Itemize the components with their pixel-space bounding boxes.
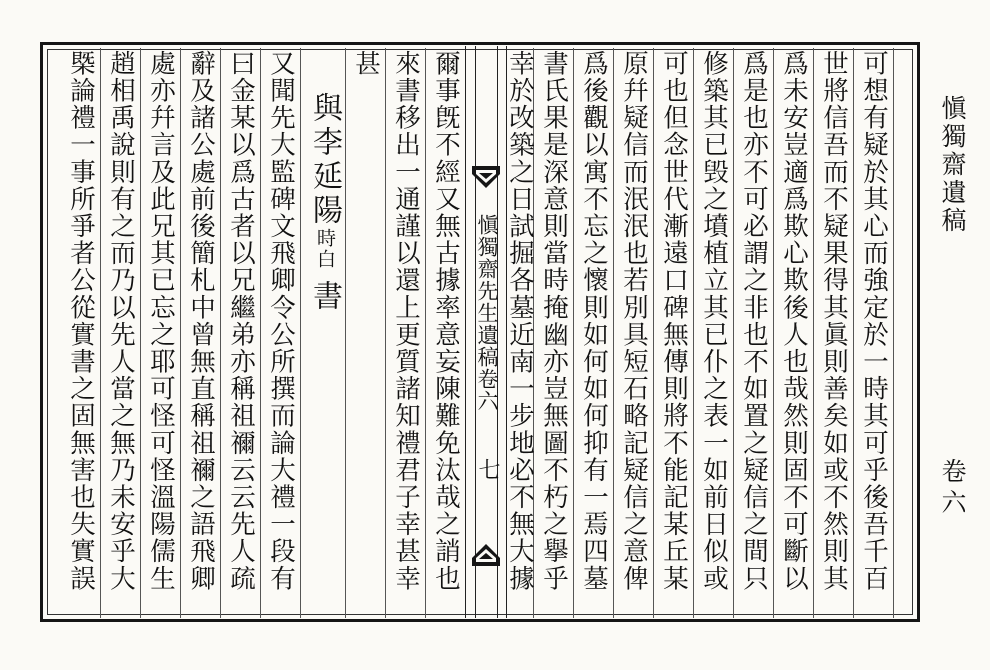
text-column: 可也但念世代漸遠口碑無傳則將不能記某丘某 (659, 50, 689, 592)
letter-heading: 與李延陽 (307, 92, 342, 228)
column-rule (853, 48, 854, 618)
fold-book-title: 愼獨齋先生遺稿卷六 (475, 214, 499, 412)
column-rule (140, 48, 141, 618)
column-rule (693, 48, 694, 618)
text-column: 修築其已毁之墳植立其已仆之表一如前日似或 (699, 50, 729, 592)
letter-text-column: 曰金某以爲古者以兄繼弟亦稱祖禰云云先人疏 (226, 50, 256, 592)
text-column: 可想有疑於其心而強定於一時其可乎後吾千百 (859, 50, 889, 592)
text-column: 書氏果是深意則當時掩幽亦豈無圖不朽之擧乎 (539, 50, 569, 592)
text-column: 甚 (351, 50, 381, 78)
text-column: 爾事旣不經又無古據率意妄陳難免汰哉之誚也 (431, 50, 461, 592)
column-rule (425, 48, 426, 618)
column-rule (385, 48, 386, 618)
text-column: 爲未安豈適爲欺心欺後人也哉然則固不可斷以 (779, 50, 809, 592)
column-rule (813, 48, 814, 618)
letter-text-column: 趙相禹說則有之而乃以先人當之無乃未安乎大 (106, 50, 136, 592)
column-rule (893, 48, 894, 618)
fish-tail-ornament-bottom (472, 544, 500, 566)
text-column: 來書移出一通謹以還上更質諸知禮君子幸甚幸 (391, 50, 421, 592)
column-rule (573, 48, 574, 618)
fish-tail-ornament-top (472, 166, 500, 188)
fold-column (465, 46, 507, 618)
column-rule (100, 48, 101, 618)
text-column: 爲後觀以寓不忘之懷則如何如何抑有一焉四墓 (579, 50, 609, 592)
text-column: 原幷疑信而泯泯也若別具短石略記疑信之意俾 (619, 50, 649, 592)
column-rule (300, 48, 301, 618)
column-rule (345, 48, 346, 618)
running-head-title: 愼獨齋遺稿 (938, 95, 967, 235)
column-rule (220, 48, 221, 618)
letter-text-column: 槩論禮一事所爭者公從實書之固無害也失實誤 (66, 50, 96, 592)
running-head-juan: 卷六 (938, 458, 967, 520)
text-column: 幸於改築之日試掘各墓近南一步地必不無大據 (505, 50, 535, 592)
fold-page-number: 七 (475, 458, 500, 480)
column-rule (613, 48, 614, 618)
column-rule (260, 48, 261, 618)
letter-heading-note: 時白 (314, 228, 336, 270)
letter-heading-tail: 書 (307, 280, 342, 310)
column-rule (653, 48, 654, 618)
column-rule (180, 48, 181, 618)
letter-text-column: 處亦幷言及此兄其已忘之耶可怪可怪溫陽儒生 (146, 50, 176, 592)
column-rule (773, 48, 774, 618)
text-column: 世將信吾而不疑果得其眞則善矣如或不然則其 (819, 50, 849, 592)
text-column: 爲是也亦不可必謂之非也不如置之疑信之間只 (739, 50, 769, 592)
letter-text-column: 又聞先大監碑文飛卿令公所撰而論大禮一段有 (266, 50, 296, 592)
column-rule (733, 48, 734, 618)
letter-text-column: 辭及諸公處前後簡札中曾無直稱祖禰之語飛卿 (186, 50, 216, 592)
